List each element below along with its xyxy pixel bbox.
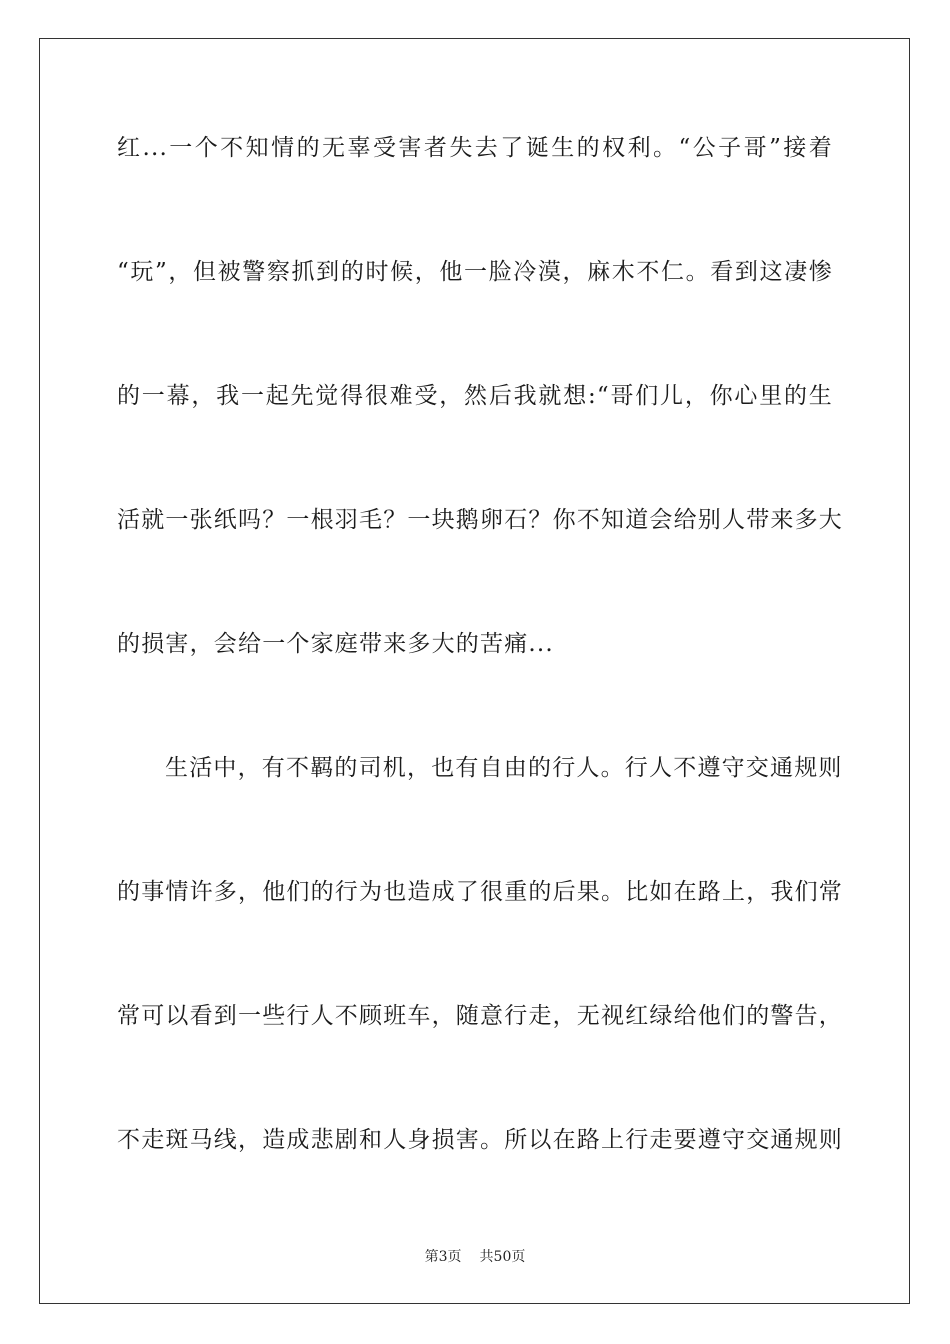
text-line: 的事情许多，他们的行为也造成了很重的后果。比如在路上，我们常: [117, 879, 843, 905]
text-line: 常可以看到一些行人不顾班车，随意行走，无视红绿给他们的警告，: [117, 1003, 843, 1029]
page-number: 第3页: [424, 1249, 462, 1265]
text-line: 活就一张纸吗？一根羽毛？一块鹅卵石？你不知道会给别人带来多大: [117, 507, 843, 533]
page-total: 共50页: [479, 1249, 526, 1265]
page-footer: [0, 1246, 950, 1266]
text-line: “玩”，但被警察抓到的时候，他一脸冷漠，麻木不仁。看到这凄惨: [117, 259, 833, 285]
text-line: 的损害，会给一个家庭带来多大的苦痛...: [117, 631, 554, 657]
text-line: 生活中，有不羁的司机，也有自由的行人。行人不遵守交通规则: [165, 755, 843, 781]
text-line: 不走斑马线，造成悲剧和人身损害。所以在路上行走要遵守交通规则: [117, 1127, 843, 1153]
document-body: [117, 128, 843, 1244]
text-line: 的一幕，我一起先觉得很难受，然后我就想:“哥们儿，你心里的生: [117, 383, 833, 409]
text-line: 红...一个不知情的无辜受害者失去了诞生的权利。“公子哥”接着: [117, 135, 833, 161]
